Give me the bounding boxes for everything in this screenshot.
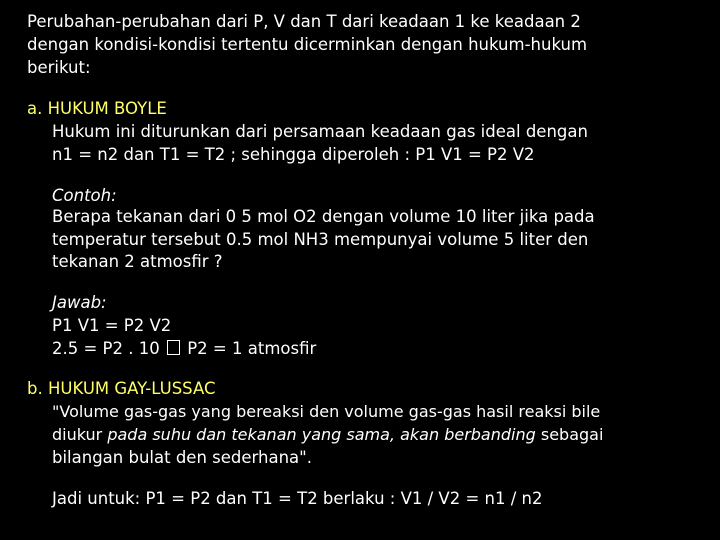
quote-line-2-italic: pada suhu dan tekanan yang sama, akan berbanding xyxy=(107,425,536,444)
section-a-title: HUKUM BOYLE xyxy=(47,99,167,118)
intro-line-3: berikut: xyxy=(27,58,91,77)
example-line-3: tekanan 2 atmosfir ? xyxy=(52,252,223,271)
intro-line-1: Perubahan-perubahan dari P, V dan T dari keadaan 1 ke keadaan 2 xyxy=(27,12,581,31)
answer-label: Jawab: xyxy=(52,293,107,312)
example-line-1: Berapa tekanan dari 0 5 mol O2 dengan volume 10 liter jika pada xyxy=(52,207,595,226)
intro-line-2: dengan kondisi-kondisi tertentu dicerminkan dengan hukum-hukum xyxy=(27,35,588,54)
example-line-2: temperatur tersebut 0.5 mol NH3 mempunyai volume 5 liter den xyxy=(52,230,589,249)
quote-line-3: bilangan bulat den sederhana". xyxy=(52,448,313,467)
arrow-placeholder-icon xyxy=(167,340,180,355)
section-a-heading xyxy=(27,98,167,120)
answer-line-2-left: 2.5 = P2 . 10 xyxy=(52,339,160,358)
section-b-title: HUKUM GAY-LUSSAC xyxy=(47,379,216,398)
section-b-heading xyxy=(27,378,215,400)
section-a-desc-2: n1 = n2 dan T1 = T2 ; sehingga diperoleh : P1 V1 = P2 V2 xyxy=(52,145,535,164)
quote-line-2-post: sebagai xyxy=(535,425,604,444)
quote-line-2-pre: diukur xyxy=(52,425,108,444)
section-a-desc-1: Hukum ini diturunkan dari persamaan keadaan gas ideal dengan xyxy=(52,122,588,141)
section-a-marker: a. xyxy=(27,99,43,118)
answer-line-2-right: P2 = 1 atmosfir xyxy=(187,339,317,358)
example-label: Contoh: xyxy=(52,186,117,205)
answer-line-1: P1 V1 = P2 V2 xyxy=(52,316,172,335)
quote-line-1: "Volume gas-gas yang bereaksi den volume gas-gas hasil reaksi bile xyxy=(52,402,601,421)
section-b-marker: b. xyxy=(27,379,43,398)
answer-line-2 xyxy=(52,338,316,360)
conclusion-line: Jadi untuk: P1 = P2 dan T1 = T2 berlaku : V1 / V2 = n1 / n2 xyxy=(52,489,543,508)
quote-line-2 xyxy=(52,424,603,446)
